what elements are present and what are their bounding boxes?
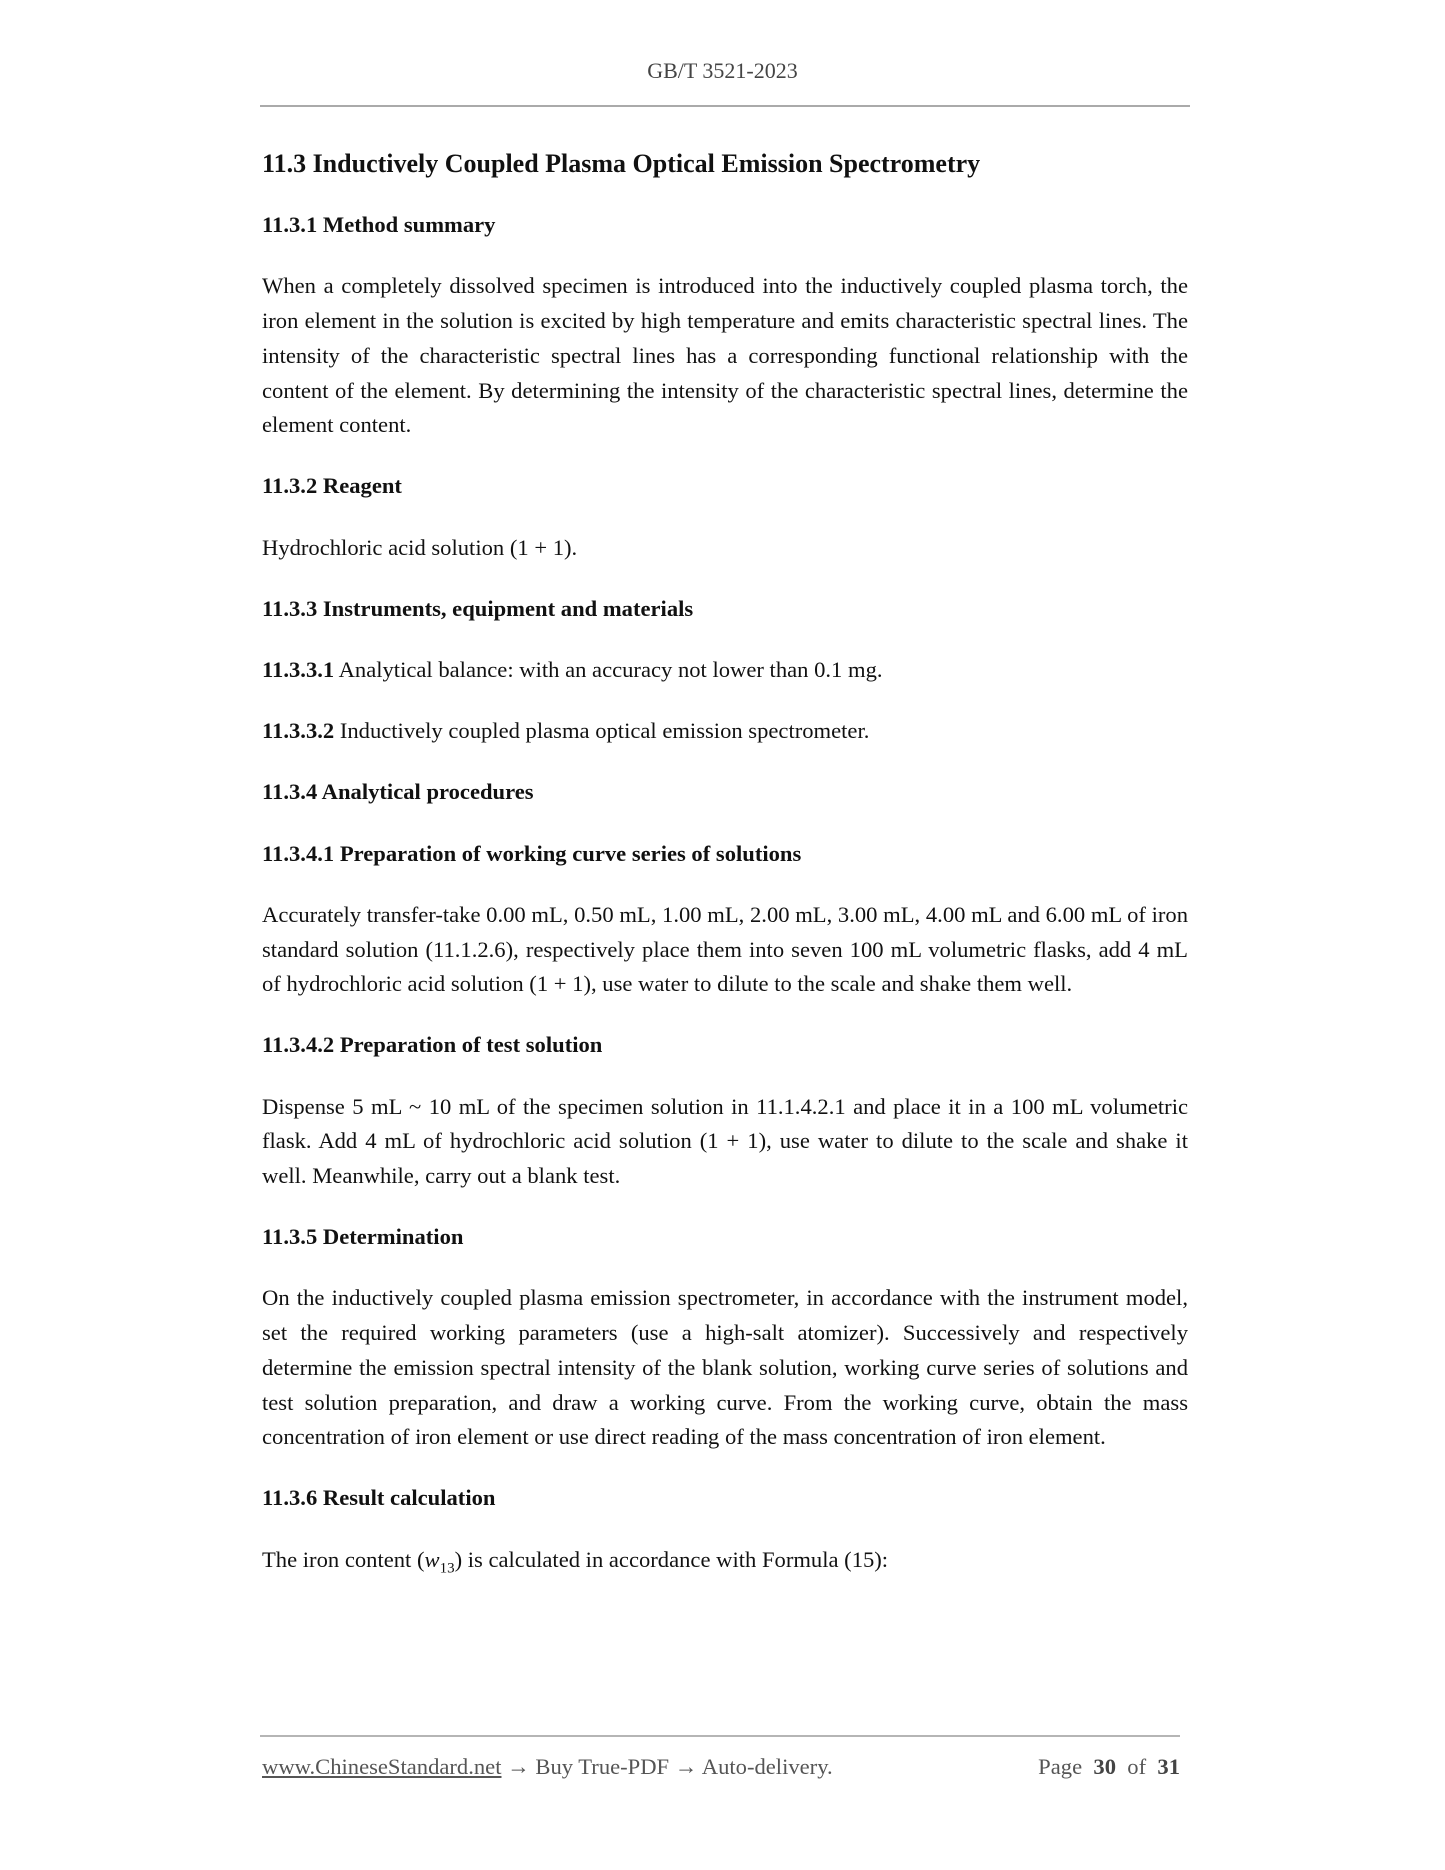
page-label: Page (1038, 1754, 1083, 1779)
footer-promo (262, 1754, 833, 1780)
item-11-3-3-1 (262, 653, 1188, 688)
text: The iron content ( (262, 1546, 425, 1572)
footer-divider (260, 1735, 1180, 1737)
section-heading-11-3-1: 11.3.1 Method summary (262, 212, 496, 238)
page-total: 31 (1157, 1754, 1180, 1779)
item-text: Analytical balance: with an accuracy not lower than 0.1 mg. (334, 657, 883, 683)
subscript: 13 (439, 1560, 455, 1577)
section-heading-11-3-6: 11.3.6 Result calculation (262, 1485, 496, 1511)
item-11-3-3-2 (262, 714, 1188, 749)
section-heading-11-3-5: 11.3.5 Determination (262, 1224, 464, 1250)
document-body (262, 147, 1188, 1612)
item-text: Inductively coupled plasma optical emission spectrometer. (334, 718, 870, 744)
section-heading-11-3-4: 11.3.4 Analytical procedures (262, 779, 534, 805)
working-curve-paragraph: Accurately transfer-take 0.00 mL, 0.50 mL, 1.00 mL, 2.00 mL, 3.00 mL, 4.00 mL and 6.00 mL of iron standard solution (11.1.2.6), respectively place them into seven 100 mL volumetric flasks, add 4 mL of hydrochloric acid solution (1 + 1), use water to dilute to the scale and shake them well. (262, 901, 1188, 997)
section-heading-11-3: 11.3 Inductively Coupled Plasma Optical Emission Spectrometry (262, 149, 981, 178)
website-link[interactable]: www.ChineseStandard.net (262, 1754, 502, 1779)
section-heading-11-3-4-2: 11.3.4.2 Preparation of test solution (262, 1032, 603, 1058)
result-paragraph (262, 1543, 1188, 1586)
item-number: 11.3.3.2 (262, 718, 335, 744)
variable: w (424, 1546, 440, 1572)
footer-promo-text: → Buy True-PDF → Auto-delivery. (501, 1754, 833, 1779)
header-divider (260, 105, 1190, 107)
document-code-header: GB/T 3521-2023 (647, 58, 798, 83)
page-indicator (1038, 1754, 1180, 1780)
of-label: of (1127, 1754, 1147, 1779)
page-number: 30 (1093, 1754, 1116, 1779)
section-heading-11-3-2: 11.3.2 Reagent (262, 473, 402, 499)
test-solution-paragraph: Dispense 5 mL ~ 10 mL of the specimen solution in 11.1.4.2.1 and place it in a 100 mL volumetric flask. Add 4 mL of hydrochloric acid solution (1 + 1), use water to dilute to the scale and shake it well. Meanwhile, carry out a blank test. (262, 1093, 1188, 1189)
section-heading-11-3-3: 11.3.3 Instruments, equipment and materials (262, 595, 694, 621)
text: ) is calculated in accordance with Formula (15): (454, 1546, 889, 1572)
method-summary-paragraph: When a completely dissolved specimen is introduced into the inductively coupled plasma torch, the iron element in the solution is excited by high temperature and emits characteristic spectral lines. The intensity of the characteristic spectral lines has a corresponding functional relationship with the content of the element. By determining the intensity of the characteristic spectral lines, determine the element content. (262, 273, 1188, 438)
page-footer (262, 1754, 1180, 1780)
reagent-paragraph: Hydrochloric acid solution (1 + 1). (262, 534, 578, 560)
section-heading-11-3-4-1: 11.3.4.1 Preparation of working curve series of solutions (262, 840, 802, 866)
determination-paragraph: On the inductively coupled plasma emission spectrometer, in accordance with the instrument model, set the required working parameters (use a high-salt atomizer). Successively and respectively determine the emission spectral intensity of the blank solution, working curve series of solutions and test solution preparation, and draw a working curve. From the working curve, obtain the mass concentration of iron element or use direct reading of the mass concentration of iron element. (262, 1285, 1188, 1450)
item-number: 11.3.3.1 (262, 657, 335, 683)
